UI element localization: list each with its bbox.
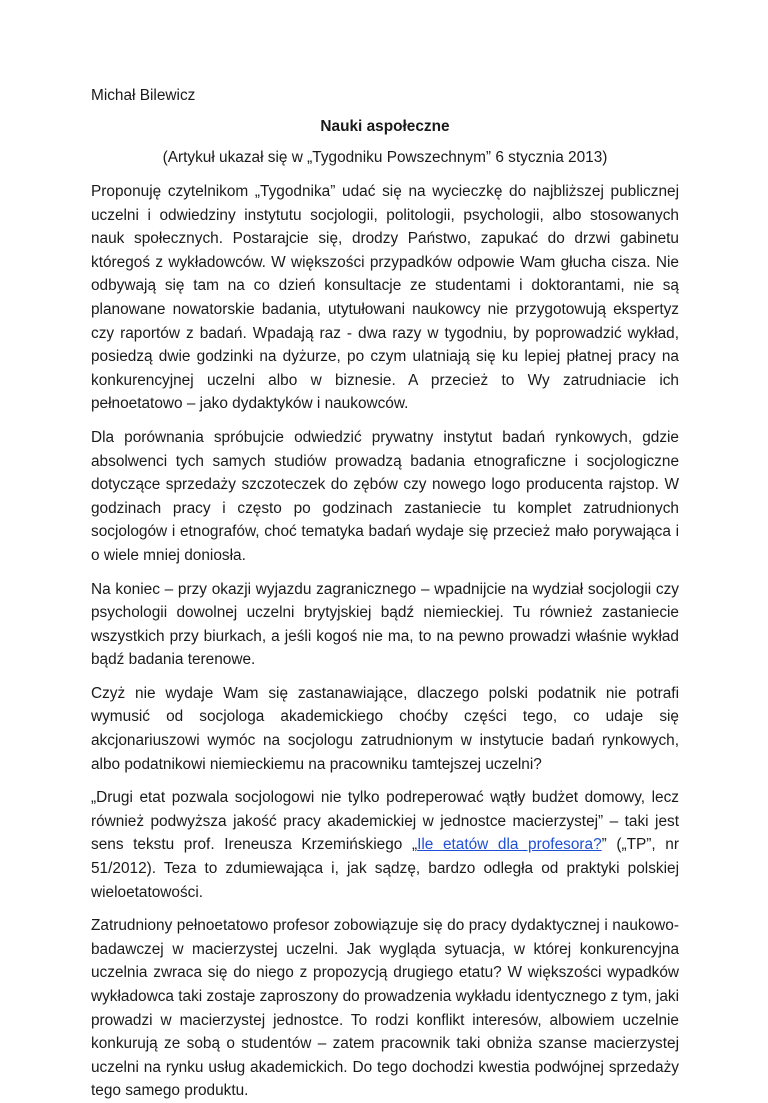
paragraph-1: Proponuję czytelnikom „Tygodnika” udać się na wycieczkę do najbliższej publicznej uczelni i odwiedziny instytutu socjologii, politologii, psychologii, albo stosowanych nauk społecznych. Postarajcie się, drodzy Państwo, zapukać do drzwi gabinetu któregoś z wykładowców. W większości przypadków odpowie Wam głucha cisza. Nie odbywają się tam na co dzień konsultacje ze studentami i doktorantami, nie są planowane nowatorskie badania, utytułowani naukowcy nie przygotowują ekspertyz czy raportów z badań. Wpadają raz - dwa razy w tygodniu, by poprowadzić wykład, posiedzą dwie godzinki na dyżurze, po czym ulatniają się ku lepiej płatnej pracy na konkurencyjnej uczelni albo w biznesie. A przecież to Wy zatrudniacie ich pełnoetatowo – jako dydaktyków i naukowców. xyxy=(91,183,679,413)
publication-note: (Artykuł ukazał się w „Tygodniku Powszechnym” 6 stycznia 2013) xyxy=(162,149,608,166)
paragraph-5 xyxy=(91,786,679,904)
article-link[interactable]: Ile etatów dla profesora? xyxy=(417,836,602,854)
article-title: Nauki aspołeczne xyxy=(320,118,450,135)
paragraph-3: Na koniec – przy okazji wyjazdu zagranicznego – wpadnijcie na wydział socjologii czy psychologii dowolnej uczelni brytyjskiej bądź niemieckiej. Tu również zastaniecie wszystkich przy biurkach, a jeśli kogoś nie ma, to na pewno prowadzi właśnie wykład bądź badania terenowe. xyxy=(91,580,679,669)
paragraph-4: Czyż nie wydaje Wam się zastanawiające, dlaczego polski podatnik nie potrafi wymusić od socjologa akademickiego choćby części tego, co udaje się akcjonariuszowi wymóc na socjologu zatrudnionym w instytucie badań rynkowych, albo podatnikowi niemieckiemu na pracowniku tamtejszej uczelni? xyxy=(91,684,679,773)
quote-continuation: ” („TP”, nr 51/2012). Teza to zdumiewająca i, jak sądzę, bardzo odległa od praktyki polskiej wieloetatowości. xyxy=(91,836,679,901)
quote-text: „Drugi etat pozwala socjologowi nie tylko podreperować wątły budżet domowy, lecz również podwyższa jakość pracy akademickiej w jednostce macierzystej” – taki jest sens tekstu prof. Ireneusza Krzemińskiego „ xyxy=(91,789,679,854)
paragraph-2: Dla porównania spróbujcie odwiedzić prywatny instytut badań rynkowych, gdzie absolwenci tych samych studiów prowadzą badania etnograficzne i socjologiczne dotyczące sprzedaży szczoteczek do zębów czy nowego logo producenta rajstop. W godzinach pracy i często po godzinach zastaniecie tu komplet zatrudnionych socjologów i etnografów, choć tematyka badań wydaje się przecież mało porywająca i o wiele mniej doniosła. xyxy=(91,428,679,564)
paragraph-6: Zatrudniony pełnoetatowo profesor zobowiązuje się do pracy dydaktycznej i naukowo-badawczej w macierzystej uczelni. Jak wygląda sytuacja, w której konkurencyjna uczelnia zwraca się do niego z propozycją drugiego etatu? W większości wypadków wykładowca taki zostaje zaproszony do prowadzenia wykładu identycznego z tym, jaki prowadzi w macierzystej jednostce. To rodzi konflikt interesów, albowiem uczelnie konkurują ze sobą o studentów – zatem pracownik taki obniża szanse macierzystej uczelni na rynku usług akademickich. Do tego dochodzi kwestia podwójnej sprzedaży tego samego produktu. xyxy=(91,917,679,1100)
author-name: Michał Bilewicz xyxy=(91,87,196,104)
